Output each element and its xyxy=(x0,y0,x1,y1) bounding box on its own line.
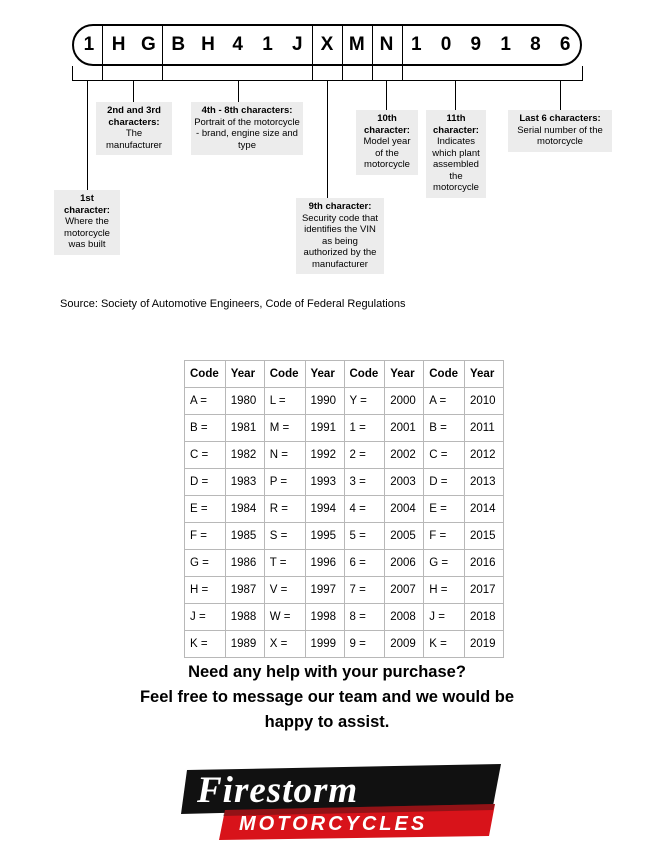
vin-char: 6 xyxy=(559,34,571,55)
cell-code: T = xyxy=(264,550,305,577)
cell-year: 1989 xyxy=(225,631,264,658)
cell-code: K = xyxy=(424,631,465,658)
table-row xyxy=(185,577,504,604)
cell-code: H = xyxy=(185,577,226,604)
cell-year: 2016 xyxy=(465,550,504,577)
cell-code: D = xyxy=(424,469,465,496)
cell-code: 7 = xyxy=(344,577,385,604)
cell-code: 6 = xyxy=(344,550,385,577)
cell-code: 8 = xyxy=(344,604,385,631)
help-line-3: happy to assist. xyxy=(264,713,390,731)
column-header: Code xyxy=(185,361,226,388)
leader-line xyxy=(342,66,343,80)
leader-line xyxy=(133,80,134,102)
cell-year: 1983 xyxy=(225,469,264,496)
cell-year: 2006 xyxy=(385,550,424,577)
callout-last-6-characters xyxy=(508,110,612,152)
leader-line xyxy=(386,80,387,110)
cell-year: 2009 xyxy=(385,631,424,658)
cell-year: 1997 xyxy=(305,577,344,604)
callout-title: 1st character: xyxy=(64,193,110,216)
cell-code: E = xyxy=(185,496,226,523)
leader-line xyxy=(455,80,456,110)
leader-line xyxy=(162,66,163,80)
cell-code: J = xyxy=(424,604,465,631)
column-header: Year xyxy=(385,361,424,388)
leader-line xyxy=(402,80,583,81)
callout-body: Serial number of the motorcycle xyxy=(517,124,603,147)
cell-year: 1991 xyxy=(305,415,344,442)
cell-code: K = xyxy=(185,631,226,658)
leader-line xyxy=(238,80,239,102)
cell-year: 1982 xyxy=(225,442,264,469)
cell-year: 2017 xyxy=(465,577,504,604)
callout-10th-character xyxy=(356,110,418,175)
cell-year: 2001 xyxy=(385,415,424,442)
table-row xyxy=(185,604,504,631)
cell-code: 1 = xyxy=(344,415,385,442)
cell-year: 2008 xyxy=(385,604,424,631)
column-header: Year xyxy=(465,361,504,388)
cell-year: 2012 xyxy=(465,442,504,469)
cell-code: W = xyxy=(264,604,305,631)
cell-year: 2007 xyxy=(385,577,424,604)
cell-code: F = xyxy=(185,523,226,550)
callout-11th-character xyxy=(426,110,486,198)
cell-year: 1981 xyxy=(225,415,264,442)
help-message xyxy=(0,660,654,735)
table-row xyxy=(185,442,504,469)
leader-line xyxy=(72,66,73,80)
table-row xyxy=(185,523,504,550)
vin-char: H xyxy=(201,34,215,55)
leader-line xyxy=(560,80,561,110)
cell-year: 2018 xyxy=(465,604,504,631)
leader-line xyxy=(402,66,403,80)
callout-4th-8th-characters xyxy=(191,102,303,155)
cell-code: B = xyxy=(424,415,465,442)
table-row xyxy=(185,631,504,658)
callout-title: 11th character: xyxy=(433,113,479,136)
leader-line xyxy=(327,80,328,198)
vin-char: 1 xyxy=(500,34,511,55)
vin-separator xyxy=(102,26,103,64)
logo-secondary-text: MOTORCYCLES xyxy=(239,813,428,835)
logo-primary-text: Firestorm xyxy=(197,770,359,811)
vin-char: 9 xyxy=(470,34,482,55)
cell-year: 1980 xyxy=(225,388,264,415)
cell-year: 2019 xyxy=(465,631,504,658)
cell-code: N = xyxy=(264,442,305,469)
vin-char: 1 xyxy=(411,34,422,55)
cell-code: B = xyxy=(185,415,226,442)
callout-title: Last 6 characters: xyxy=(519,113,601,124)
vin-char: 1 xyxy=(262,34,273,55)
vin-char: N xyxy=(379,34,394,55)
vin-char: B xyxy=(171,34,186,55)
vin-character-box xyxy=(72,24,582,66)
cell-year: 1993 xyxy=(305,469,344,496)
cell-code: C = xyxy=(424,442,465,469)
cell-year: 2011 xyxy=(465,415,504,442)
cell-code: D = xyxy=(185,469,226,496)
callout-body: Model year of the motorcycle xyxy=(363,136,411,170)
cell-code: C = xyxy=(185,442,226,469)
column-header: Year xyxy=(305,361,344,388)
cell-year: 1998 xyxy=(305,604,344,631)
cell-code: A = xyxy=(185,388,226,415)
vin-char: 4 xyxy=(232,34,243,55)
callout-title: 9th character: xyxy=(308,201,372,212)
cell-year: 2010 xyxy=(465,388,504,415)
cell-year: 2004 xyxy=(385,496,424,523)
vin-separator xyxy=(162,26,163,64)
cell-code: E = xyxy=(424,496,465,523)
cell-code: Y = xyxy=(344,388,385,415)
cell-code: P = xyxy=(264,469,305,496)
cell-year: 2003 xyxy=(385,469,424,496)
callout-body: Where the motorcycle was built xyxy=(64,216,110,250)
cell-year: 1990 xyxy=(305,388,344,415)
cell-code: R = xyxy=(264,496,305,523)
callout-body: The manufacturer xyxy=(106,128,162,151)
cell-code: M = xyxy=(264,415,305,442)
cell-code: 4 = xyxy=(344,496,385,523)
vin-char: 1 xyxy=(83,34,95,55)
firestorm-motorcycles-logo xyxy=(177,762,507,844)
cell-year: 2015 xyxy=(465,523,504,550)
help-line-1: Need any help with your purchase? xyxy=(188,663,466,681)
cell-code: 5 = xyxy=(344,523,385,550)
cell-code: S = xyxy=(264,523,305,550)
cell-year: 1987 xyxy=(225,577,264,604)
cell-year: 1992 xyxy=(305,442,344,469)
cell-code: L = xyxy=(264,388,305,415)
vin-char: 8 xyxy=(530,34,541,55)
column-header: Code xyxy=(344,361,385,388)
leader-line xyxy=(582,66,583,80)
vin-separator xyxy=(342,26,343,64)
cell-year: 2002 xyxy=(385,442,424,469)
leader-line xyxy=(372,66,373,80)
cell-code: G = xyxy=(185,550,226,577)
vin-char: G xyxy=(141,34,156,55)
source-note: Source: Society of Automotive Engineers, Code of Federal Regulations xyxy=(60,298,406,310)
cell-code: F = xyxy=(424,523,465,550)
cell-year: 1988 xyxy=(225,604,264,631)
cell-year: 2000 xyxy=(385,388,424,415)
cell-code: X = xyxy=(264,631,305,658)
vin-separator xyxy=(312,26,313,64)
help-line-2: Feel free to message our team and we would be xyxy=(139,688,515,706)
table-header-row xyxy=(185,361,504,388)
leader-line xyxy=(102,66,103,80)
vin-separator xyxy=(402,26,403,64)
cell-code: A = xyxy=(424,388,465,415)
vin-separator xyxy=(372,26,373,64)
cell-year: 1999 xyxy=(305,631,344,658)
table-row xyxy=(185,550,504,577)
column-header: Year xyxy=(225,361,264,388)
column-header: Code xyxy=(424,361,465,388)
logo-artwork xyxy=(177,762,507,844)
cell-code: 2 = xyxy=(344,442,385,469)
cell-year: 1996 xyxy=(305,550,344,577)
callout-2nd-3rd-characters xyxy=(96,102,172,155)
cell-year: 2014 xyxy=(465,496,504,523)
cell-year: 1984 xyxy=(225,496,264,523)
cell-year: 1994 xyxy=(305,496,344,523)
column-header: Code xyxy=(264,361,305,388)
callout-title: 10th character: xyxy=(364,113,410,136)
leader-line xyxy=(87,80,88,190)
cell-year: 1986 xyxy=(225,550,264,577)
callout-title: 2nd and 3rd characters: xyxy=(107,105,161,128)
callout-9th-character xyxy=(296,198,384,274)
cell-year: 1995 xyxy=(305,523,344,550)
vin-char: X xyxy=(320,34,334,55)
year-code-table xyxy=(184,360,504,658)
cell-code: 3 = xyxy=(344,469,385,496)
vin-char: H xyxy=(111,34,126,55)
cell-code: G = xyxy=(424,550,465,577)
table-row xyxy=(185,388,504,415)
vin-char: 0 xyxy=(440,34,452,55)
callout-body: Portrait of the motorcycle - brand, engine size and type xyxy=(194,116,300,151)
leader-line xyxy=(312,66,313,80)
vin-char: J xyxy=(291,34,303,55)
table-row xyxy=(185,469,504,496)
vin-char: M xyxy=(348,34,365,55)
callout-title: 4th - 8th characters: xyxy=(201,105,293,116)
cell-year: 2005 xyxy=(385,523,424,550)
cell-code: J = xyxy=(185,604,226,631)
callout-body: Indicates which plant assembled the motorcycle xyxy=(432,136,480,193)
cell-year: 2013 xyxy=(465,469,504,496)
cell-code: V = xyxy=(264,577,305,604)
cell-code: H = xyxy=(424,577,465,604)
table-row xyxy=(185,496,504,523)
vin-diagram xyxy=(0,0,654,300)
callout-body: Security code that identifies the VIN as being authorized by the manufacturer xyxy=(301,212,379,270)
cell-year: 1985 xyxy=(225,523,264,550)
table-row xyxy=(185,415,504,442)
callout-1st-character xyxy=(54,190,120,255)
cell-code: 9 = xyxy=(344,631,385,658)
